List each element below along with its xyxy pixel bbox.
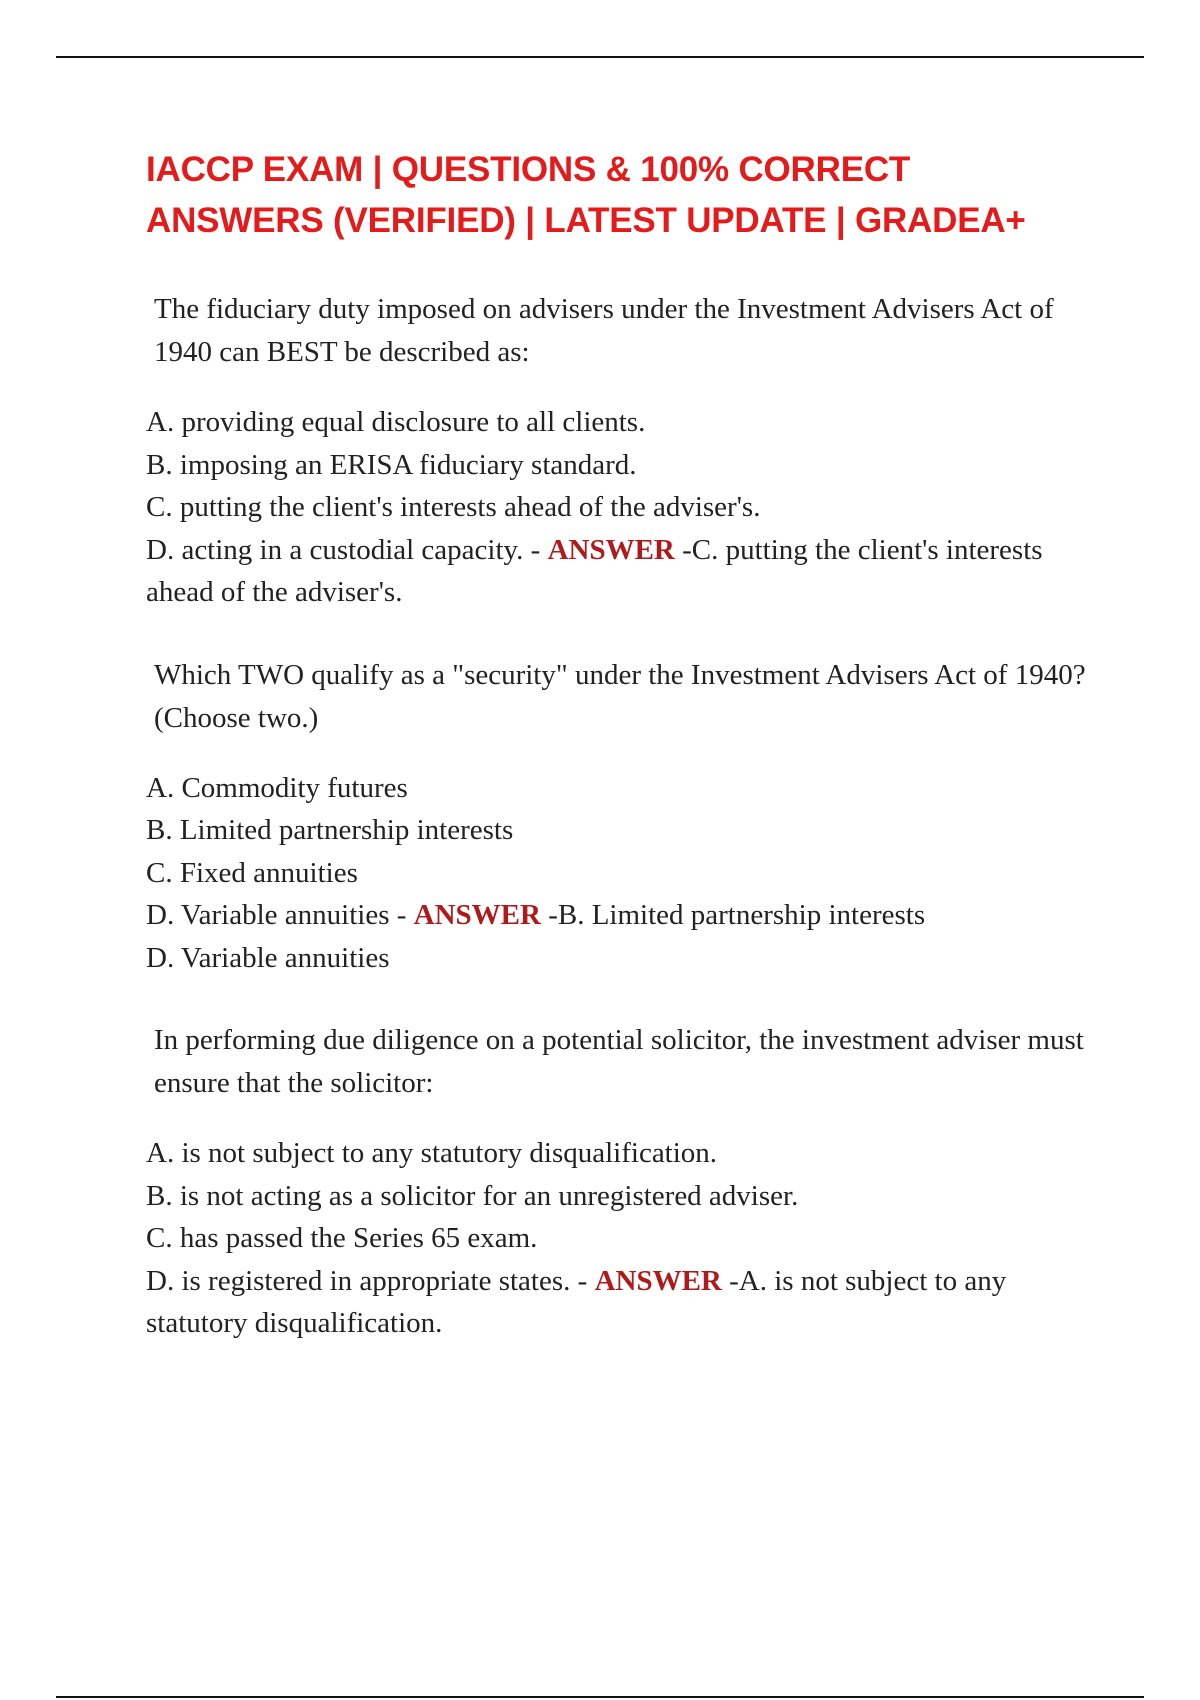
option-list: [146, 767, 1086, 980]
option-d-text: D. Variable annuities -: [146, 899, 414, 931]
answer-label: ANSWER: [413, 899, 541, 931]
option-list: [146, 401, 1086, 614]
option-a: A. is not subject to any statutory disqualification.: [146, 1137, 718, 1169]
option-c: C. putting the client's interests ahead of the adviser's.: [146, 491, 761, 523]
option-d-with-answer: [146, 1260, 1086, 1345]
option-b: B. Limited partnership interests: [146, 814, 514, 846]
option-b: B. imposing an ERISA fiduciary standard.: [146, 448, 637, 481]
question-prompt: In performing due diligence on a potential solicitor, the investment adviser must ensure that the solicitor:: [154, 1024, 1084, 1099]
question-block-1: [146, 288, 1086, 614]
option-a: A. providing equal disclosure to all clients.: [146, 406, 646, 438]
footer-rule: [56, 1696, 1144, 1698]
question-block-3: [146, 1019, 1086, 1345]
option-d-text: D. acting in a custodial capacity. -: [146, 533, 548, 566]
answer-label: ANSWER: [594, 1264, 722, 1297]
option-d-with-answer: [146, 529, 1086, 614]
option-c: C. has passed the Series 65 exam.: [146, 1222, 538, 1254]
answer-label: ANSWER: [547, 533, 675, 566]
option-a: A. Commodity futures: [146, 771, 408, 804]
question-prompt: The fiduciary duty imposed on advisers under the Investment Advisers Act of 1940 can BEST be described as:: [154, 293, 1054, 368]
option-c: C. Fixed annuities: [146, 856, 358, 889]
trailing-option-d: D. Variable annuities: [146, 941, 390, 974]
option-b: B. is not acting as a solicitor for an unregistered adviser.: [146, 1179, 799, 1212]
question-block-2: [146, 654, 1086, 980]
option-d-with-answer: [146, 894, 1086, 937]
option-d-text: D. is registered in appropriate states. -: [146, 1264, 595, 1297]
answer-text: -C. putting the client's interests ahead of the adviser's.: [146, 533, 1043, 608]
option-list: [146, 1132, 1086, 1345]
answer-text: -A. is not subject to any statutory disqualification.: [146, 1264, 1007, 1339]
answer-text: -B. Limited partnership interests: [540, 899, 926, 931]
header-rule: [56, 56, 1144, 58]
question-prompt: Which TWO qualify as a "security" under the Investment Advisers Act of 1940? (Choose two.): [154, 658, 1086, 734]
document-body: [146, 144, 1086, 1345]
document-title: IACCP EXAM | QUESTIONS & 100% CORRECT ANSWERS (VERIFIED) | LATEST UPDATE | GRADEA+: [146, 150, 1026, 240]
